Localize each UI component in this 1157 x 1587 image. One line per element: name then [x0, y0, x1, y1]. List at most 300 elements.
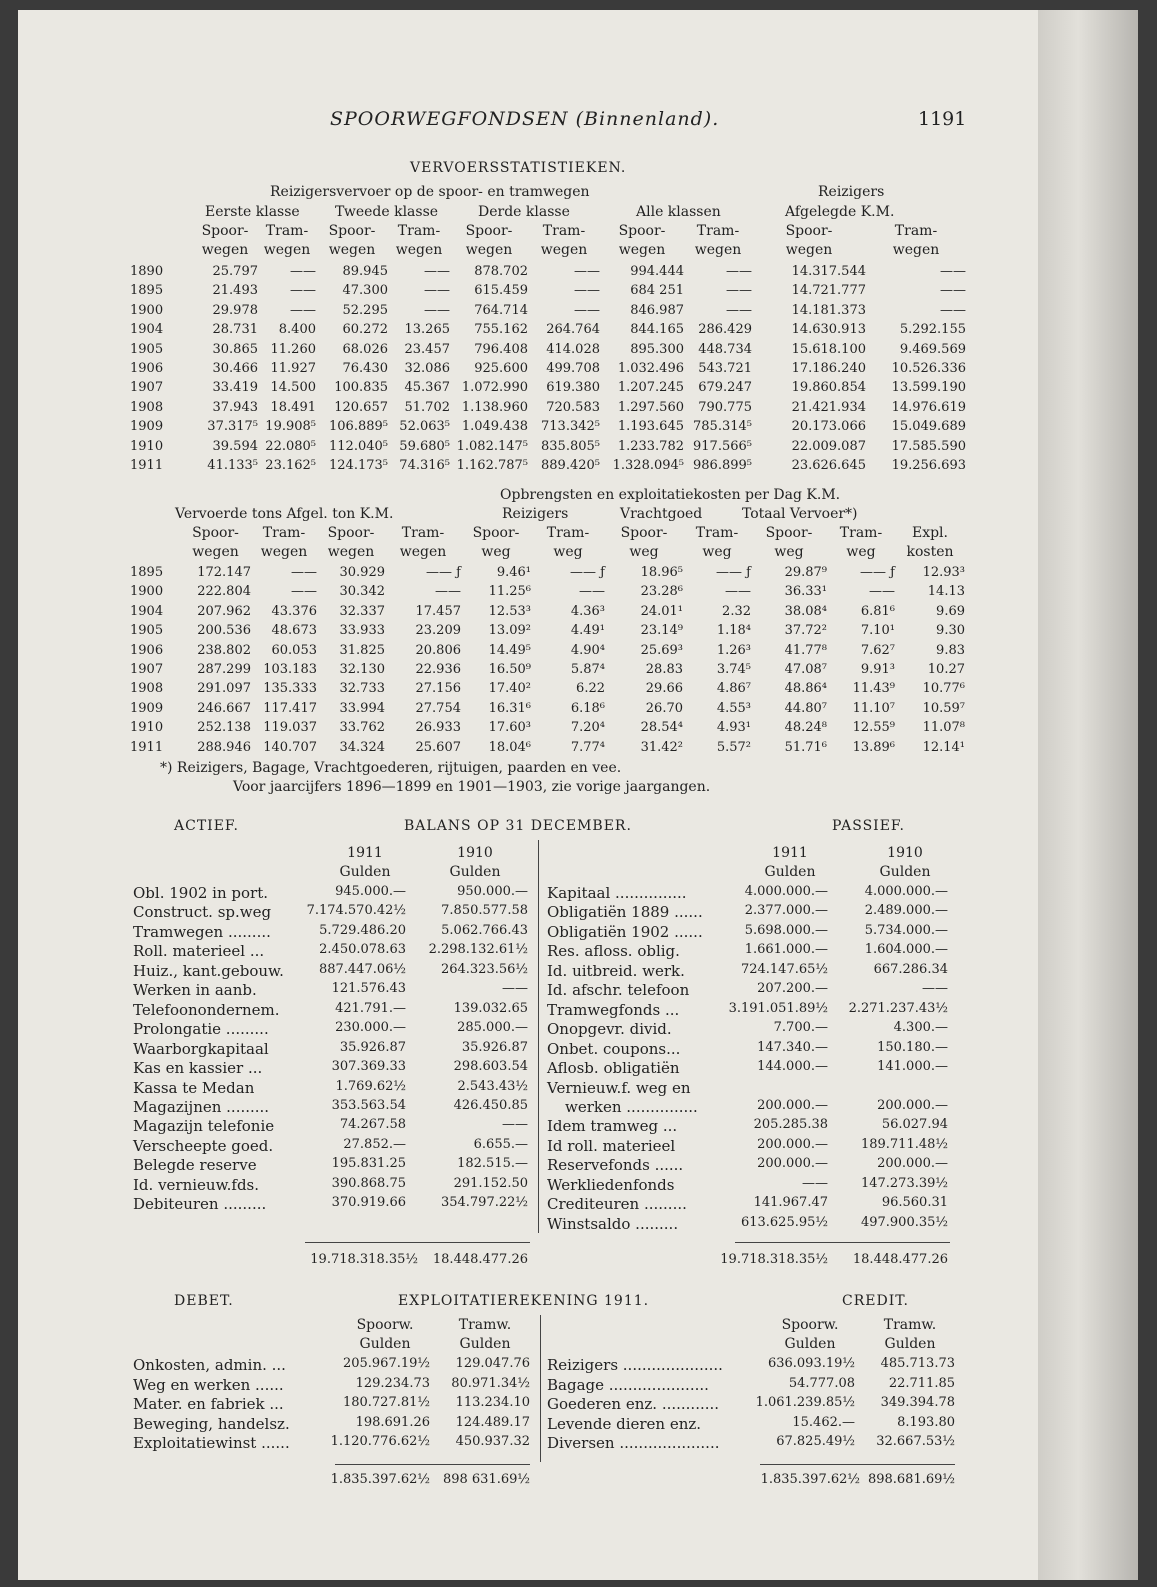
- balance-passief-1911: 7.700.—: [773, 1020, 828, 1036]
- table-cell: 7.20⁴: [570, 720, 605, 736]
- balance-actief-1910: 354.797.22½: [440, 1195, 528, 1211]
- table-cell: ——: [725, 584, 751, 600]
- statistics-column-head: Spoor-: [785, 223, 833, 239]
- exploitation-col-head: Tramw.: [458, 1317, 512, 1333]
- balance-unit-head: Gulden: [879, 864, 931, 880]
- table-cell: 47.08⁷: [784, 662, 827, 678]
- balance-actief-1910: 6.655.—: [473, 1136, 528, 1152]
- table-cell: 41.133⁵: [207, 458, 258, 474]
- table-cell: 74.316⁵: [399, 458, 450, 474]
- table-cell: 286.429: [698, 322, 752, 338]
- balance-passief-1911: 200.000.—: [757, 1156, 828, 1172]
- table-cell: 796.408: [474, 341, 528, 357]
- balance-actief-1910: 7.850.577.58: [441, 903, 528, 919]
- balance-actief-1911: 27.852.—: [343, 1136, 406, 1152]
- revenue-note: Voor jaarcijfers 1896—1899 en 1901—1903, zie vorige jaargangen.: [233, 779, 711, 795]
- table-cell: 29.66: [645, 681, 683, 697]
- balance-passief-1911: 207.200.—: [757, 981, 828, 997]
- table-cell: 684 251: [630, 283, 684, 299]
- balance-passief-1911: 2.377.000.—: [744, 903, 828, 919]
- revenue-sub-vrachtgoed: Vrachtgoed: [620, 506, 703, 522]
- exploitation-credit-title: CREDIT.: [842, 1293, 909, 1309]
- table-cell: 222.804: [197, 584, 251, 600]
- exploitation-credit-label: Levende dieren enz.: [547, 1414, 702, 1433]
- table-cell: 288.946: [197, 739, 251, 755]
- table-cell: ——: [726, 302, 752, 318]
- balance-unit-head: Gulden: [449, 864, 501, 880]
- running-title: SPOORWEGFONDSEN (Binnenland).: [330, 108, 720, 130]
- table-cell: 5.87⁴: [570, 662, 605, 678]
- table-cell: 14.13: [927, 584, 965, 600]
- table-cell: ——: [574, 302, 600, 318]
- table-cell: 10.526.336: [891, 361, 966, 377]
- table-row: [130, 582, 965, 601]
- exploitation-total-rule: [760, 1464, 955, 1465]
- table-cell: 48.24⁸: [784, 720, 827, 736]
- balance-actief-1910: 139.032.65: [453, 1000, 528, 1016]
- balance-passief-1910: 147.273.39½: [860, 1175, 948, 1191]
- table-cell: 11.25⁶: [488, 584, 531, 600]
- table-row: [130, 621, 965, 640]
- statistics-column-head: Spoor-: [201, 223, 249, 239]
- balance-actief-1911: 121.576.43: [331, 981, 406, 997]
- table-cell: 6.81⁶: [860, 603, 895, 619]
- balance-year-head: 1911: [772, 845, 808, 861]
- balance-passief-1910: 150.180.—: [877, 1039, 948, 1055]
- statistics-column-head: wegen: [618, 242, 666, 258]
- balance-actief-1910: 5.062.766.43: [441, 922, 528, 938]
- table-cell: 889.420⁵: [541, 458, 600, 474]
- balance-actief-1911: 1.769.62½: [335, 1078, 406, 1094]
- balance-actief-label: Magazijn telefonie: [133, 1117, 275, 1136]
- table-cell: 37.72²: [784, 623, 827, 639]
- table-cell: ——: [726, 264, 752, 279]
- balance-passief-label: Aflosb. obligatiën: [547, 1059, 680, 1078]
- table-cell: 59.680⁵: [399, 438, 450, 454]
- table-cell: 448.734: [698, 341, 752, 357]
- revenue-column-head: Tram-: [262, 525, 306, 541]
- exploitation-debet-spoorw: 180.727.81½: [342, 1395, 430, 1411]
- balance-actief-1910: ——: [502, 1117, 528, 1133]
- table-cell: 51.71⁶: [784, 739, 827, 755]
- exploitation-col-head: Spoorw.: [356, 1317, 414, 1333]
- table-cell: 291.097: [197, 681, 251, 697]
- balance-actief-label: Roll. materieel ...: [133, 942, 265, 961]
- balance-actief-1910: 264.323.56½: [440, 961, 528, 977]
- table-row: [130, 262, 966, 281]
- table-cell: 1.082.147⁵: [456, 438, 528, 454]
- table-cell: 44.80⁷: [784, 700, 827, 716]
- statistics-column-head: Spoor-: [328, 223, 376, 239]
- balance-passief-1911: 1.661.000.—: [744, 942, 828, 958]
- table-cell: 39.594: [212, 438, 258, 454]
- balance-passief-title: PASSIEF.: [832, 818, 905, 834]
- exploitation-unit-head: Gulden: [784, 1336, 836, 1352]
- statistics-column-head: wegen: [892, 242, 940, 258]
- table-cell: —— ƒ: [426, 565, 461, 580]
- table-cell: 106.889⁵: [329, 419, 388, 435]
- table-cell: 4.49¹: [570, 623, 605, 639]
- table-cell: 32.130: [339, 662, 385, 678]
- table-cell: 33.933: [339, 623, 385, 639]
- table-cell: 25.69³: [640, 642, 683, 658]
- exploitation-debet-tramw: 450.937.32: [455, 1434, 530, 1450]
- balance-passief-label: Crediteuren .........: [547, 1195, 687, 1214]
- balance-actief-1910: ——: [502, 981, 528, 997]
- table-cell: 7.77⁴: [570, 739, 605, 755]
- table-row: [130, 641, 965, 660]
- table-cell: 103.183: [263, 662, 317, 678]
- balance-actief-1910: 426.450.85: [453, 1097, 528, 1113]
- exploitation-debet-tramw: 113.234.10: [455, 1395, 530, 1411]
- table-cell: 172.147: [197, 565, 251, 580]
- balance-actief-label: Huiz., kant.gebouw.: [133, 961, 284, 980]
- table-cell: 11.10⁷: [852, 700, 895, 716]
- balance-total: 18.448.477.26: [432, 1252, 528, 1267]
- table-cell: 45.367: [404, 380, 450, 396]
- table-cell: 1.162.787⁵: [456, 458, 528, 474]
- table-cell: 16.50⁹: [488, 662, 531, 678]
- statistics-subgroup: Afgelegde K.M.: [785, 204, 895, 220]
- table-cell: 1.18⁴: [716, 623, 751, 639]
- table-cell: ——: [290, 283, 316, 299]
- exploitation-credit-tramw: 485.713.73: [880, 1356, 955, 1371]
- balance-actief-1911: 887.447.06½: [318, 961, 406, 977]
- balance-actief-label: Belegde reserve: [133, 1156, 257, 1175]
- balance-actief-1910: 2.543.43½: [457, 1078, 528, 1094]
- balance-passief-label: werken ...............: [565, 1097, 698, 1116]
- table-cell: 119.037: [263, 720, 317, 736]
- table-cell: 1.193.645: [617, 419, 684, 435]
- balance-passief-1911: 144.000.—: [757, 1059, 828, 1075]
- table-cell: 31.42²: [640, 739, 683, 755]
- statistics-column-head: wegen: [263, 242, 311, 258]
- row-year: 1909: [130, 700, 164, 716]
- table-cell: 32.337: [339, 603, 385, 619]
- table-cell: 246.667: [197, 700, 251, 716]
- balance-actief-1910: 291.152.50: [453, 1175, 528, 1191]
- table-cell: 28.54⁴: [640, 720, 683, 736]
- statistics-subgroup: Derde klasse: [478, 204, 570, 220]
- table-cell: 720.583: [546, 399, 600, 415]
- table-cell: 11.07⁸: [922, 720, 965, 736]
- exploitation-debet-tramw: 124.489.17: [455, 1414, 530, 1430]
- table-cell: 846.987: [630, 302, 684, 318]
- table-row: [130, 301, 966, 320]
- revenue-column-head: weg: [702, 544, 732, 560]
- balance-passief-1910: 141.000.—: [877, 1059, 948, 1075]
- table-cell: 9.46¹: [496, 565, 531, 580]
- balance-passief-label: Res. afloss. oblig.: [547, 942, 680, 961]
- table-cell: 9.91³: [860, 662, 895, 678]
- balance-passief-1910: 96.560.31: [881, 1195, 948, 1211]
- table-row: [130, 602, 965, 621]
- exploitation-debet-label: Mater. en fabriek ...: [133, 1395, 284, 1414]
- table-cell: 17.40²: [488, 681, 531, 697]
- revenue-group-right: Opbrengsten en exploitatiekosten per Dag K.M.: [500, 487, 841, 503]
- table-cell: 12.53³: [488, 603, 531, 619]
- table-row: [130, 417, 966, 436]
- revenue-column-head: Spoor-: [327, 525, 375, 541]
- table-cell: 23.14⁹: [640, 623, 683, 639]
- table-cell: 29.87⁹: [784, 565, 827, 580]
- exploitation-total: 898 631.69½: [442, 1472, 530, 1487]
- balance-actief-1911: 35.926.87: [339, 1039, 406, 1055]
- revenue-column-head: Spoor-: [620, 525, 668, 541]
- balance-year-head: 1910: [457, 845, 493, 861]
- balance-passief-1911: 141.967.47: [753, 1195, 828, 1211]
- revenue-column-head: Tram-: [401, 525, 445, 541]
- balance-passief-1911: 200.000.—: [757, 1097, 828, 1113]
- table-row: [130, 398, 966, 417]
- table-cell: 120.657: [334, 399, 388, 415]
- statistics-group-right: Reizigers: [818, 184, 885, 200]
- row-year: 1905: [130, 623, 164, 639]
- table-cell: 878.702: [474, 264, 528, 279]
- statistics-column-head: wegen: [465, 242, 513, 258]
- table-cell: 4.90⁴: [570, 642, 605, 658]
- row-year: 1910: [130, 438, 164, 454]
- exploitation-col-head: Tramw.: [883, 1317, 937, 1333]
- exploitation-debet-tramw: 129.047.76: [455, 1356, 530, 1371]
- table-cell: 14.317.544: [791, 264, 866, 279]
- table-cell: 41.77⁸: [784, 642, 827, 658]
- table-cell: 37.317⁵: [207, 419, 258, 435]
- table-cell: 14.181.373: [791, 302, 866, 318]
- table-cell: 13.89⁶: [852, 739, 895, 755]
- balance-actief-1911: 353.563.54: [331, 1097, 406, 1113]
- table-cell: ——: [574, 283, 600, 299]
- table-cell: 14.721.777: [791, 283, 866, 299]
- table-cell: 100.835: [334, 380, 388, 396]
- table-cell: 5.57²: [716, 739, 751, 755]
- table-cell: 917.566⁵: [693, 438, 752, 454]
- table-cell: 844.165: [630, 322, 684, 338]
- table-row: [130, 738, 965, 757]
- table-cell: 33.419: [212, 380, 258, 396]
- table-cell: 30.466: [212, 361, 258, 377]
- balance-passief-label: Obligatiën 1902 ......: [547, 922, 703, 941]
- table-cell: ——: [574, 264, 600, 279]
- balance-passief-1911: 5.698.000.—: [744, 922, 828, 938]
- balance-passief-label: Werkliedenfonds: [547, 1175, 675, 1194]
- table-row: [130, 456, 966, 475]
- table-cell: 7.62⁷: [860, 642, 895, 658]
- balance-passief-1910: 2.489.000.—: [864, 903, 948, 919]
- balance-actief-1910: 2.298.132.61½: [428, 942, 528, 958]
- balance-actief-label: Id. vernieuw.fds.: [133, 1175, 260, 1194]
- table-cell: 1.072.990: [461, 380, 528, 396]
- table-cell: 13.09²: [488, 623, 531, 639]
- row-year: 1904: [130, 603, 164, 619]
- balance-total-rule: [305, 1242, 530, 1243]
- row-year: 1900: [130, 584, 164, 600]
- balance-actief-1910: 298.603.54: [453, 1059, 528, 1075]
- table-cell: 785.314⁵: [693, 419, 752, 435]
- revenue-column-head: wegen: [327, 544, 375, 560]
- table-cell: 13.599.190: [891, 380, 966, 396]
- table-cell: 2.32: [722, 603, 751, 619]
- table-cell: ——: [940, 264, 966, 279]
- balance-passief-1911: 724.147.65½: [740, 961, 828, 977]
- revenue-column-head: Spoor-: [472, 525, 520, 541]
- table-cell: ——: [291, 565, 317, 580]
- table-cell: 140.707: [263, 739, 317, 755]
- exploitation-total: 898.681.69½: [867, 1472, 955, 1487]
- balance-passief-1911: 147.340.—: [757, 1039, 828, 1055]
- row-year: 1907: [130, 380, 164, 396]
- table-cell: 764.714: [474, 302, 528, 318]
- table-cell: —— ƒ: [570, 565, 605, 580]
- table-cell: 207.962: [197, 603, 251, 619]
- table-row: [130, 378, 966, 397]
- table-cell: —— ƒ: [716, 565, 751, 580]
- table-cell: 5.292.155: [899, 322, 966, 338]
- table-cell: 9.69: [936, 603, 965, 619]
- revenue-table: [130, 563, 965, 757]
- balance-passief-label: Winstsaldo .........: [547, 1214, 679, 1233]
- table-cell: 24.01¹: [640, 603, 683, 619]
- table-cell: 414.028: [546, 341, 600, 357]
- balance-passief-1911: 3.191.051.89½: [728, 1000, 828, 1016]
- table-cell: 11.927: [270, 361, 316, 377]
- exploitation-debet-spoorw: 1.120.776.62½: [330, 1434, 430, 1450]
- statistics-column-head: wegen: [328, 242, 376, 258]
- revenue-column-head: weg: [629, 544, 659, 560]
- table-cell: 48.673: [271, 623, 317, 639]
- table-cell: 287.299: [197, 662, 251, 678]
- exploitation-credit-tramw: 32.667.53½: [876, 1434, 955, 1450]
- balance-actief-1911: 5.729.486.20: [319, 922, 406, 938]
- table-cell: 835.805⁵: [541, 438, 600, 454]
- page-edge: [1038, 10, 1138, 1580]
- table-cell: 20.173.066: [791, 419, 866, 435]
- statistics-column-head: Spoor-: [618, 223, 666, 239]
- table-cell: 252.138: [197, 720, 251, 736]
- table-cell: ——: [424, 302, 450, 318]
- balance-passief-label: Onbet. coupons...: [547, 1039, 681, 1058]
- exploitation-credit-label: Diversen .....................: [547, 1434, 720, 1453]
- balance-actief-label: Obl. 1902 in port.: [133, 884, 268, 902]
- balance-total: 19.718.318.35½: [720, 1252, 828, 1267]
- balance-actief-1911: 945.000.—: [335, 884, 406, 899]
- table-cell: 23.457: [404, 341, 450, 357]
- table-cell: 43.376: [271, 603, 317, 619]
- table-row: [130, 679, 965, 698]
- revenue-column-head: Tram-: [839, 525, 883, 541]
- table-cell: 1.297.560: [617, 399, 684, 415]
- page-number: 1191: [918, 108, 967, 130]
- balance-total: 18.448.477.26: [852, 1252, 948, 1267]
- table-cell: ——: [579, 584, 605, 600]
- balance-passief-label: Id roll. materieel: [547, 1136, 676, 1155]
- table-cell: 34.324: [339, 739, 385, 755]
- table-cell: 30.929: [339, 565, 385, 580]
- exploitation-col-head: Spoorw.: [781, 1317, 839, 1333]
- row-year: 1905: [130, 341, 164, 357]
- exploitation-total: 1.835.397.62½: [330, 1472, 430, 1487]
- table-row: [130, 320, 966, 339]
- balance-passief-label: Tramwegfonds ...: [547, 1000, 680, 1019]
- table-cell: 18.491: [270, 399, 316, 415]
- table-row: [130, 699, 965, 718]
- table-cell: 200.536: [197, 623, 251, 639]
- table-cell: 4.93¹: [716, 720, 751, 736]
- row-year: 1895: [130, 283, 164, 299]
- exploitation-debet-spoorw: 198.691.26: [355, 1414, 430, 1430]
- balance-passief-label: Obligatiën 1889 ......: [547, 903, 703, 922]
- balance-actief-label: Verscheepte goed.: [133, 1136, 274, 1155]
- table-cell: 14.49⁵: [488, 642, 531, 658]
- revenue-column-head: Expl.: [911, 525, 948, 541]
- balance-passief-1910: 497.900.35½: [860, 1214, 948, 1230]
- balance-actief-1911: 2.450.078.63: [319, 942, 406, 958]
- balance-actief-1911: 195.831.25: [331, 1156, 406, 1172]
- statistics-column-head: wegen: [201, 242, 249, 258]
- exploitation-debet-label: Onkosten, admin. ...: [133, 1356, 286, 1374]
- table-cell: 11.43⁹: [852, 681, 895, 697]
- table-cell: 36.33¹: [784, 584, 827, 600]
- statistics-column-head: wegen: [395, 242, 443, 258]
- table-cell: 89.945: [342, 264, 388, 279]
- balance-passief-label: Id. uitbreid. werk.: [547, 961, 685, 980]
- balance-actief-1911: 230.000.—: [335, 1020, 406, 1036]
- table-cell: 1.26³: [716, 642, 751, 658]
- balance-total-rule: [735, 1242, 950, 1243]
- table-cell: 15.618.100: [791, 341, 866, 357]
- table-cell: 112.040⁵: [329, 438, 388, 454]
- revenue-column-head: wegen: [192, 544, 239, 560]
- revenue-group-left: Vervoerde tons Afgel. ton K.M.: [175, 506, 394, 522]
- balance-passief-1910: 667.286.34: [873, 961, 948, 977]
- table-cell: 1.138.960: [461, 399, 528, 415]
- row-year: 1900: [130, 302, 164, 318]
- table-cell: 713.342⁵: [541, 419, 600, 435]
- table-cell: 28.83: [645, 662, 683, 678]
- statistics-subgroup: Tweede klasse: [335, 204, 439, 220]
- row-year: 1908: [130, 681, 164, 697]
- balance-actief-1911: 74.267.58: [339, 1117, 406, 1133]
- table-cell: 4.36³: [570, 603, 605, 619]
- table-cell: 28.731: [212, 322, 258, 338]
- table-cell: 14.976.619: [891, 399, 966, 415]
- row-year: 1910: [130, 720, 164, 736]
- balance-passief-1910: 5.734.000.—: [864, 922, 948, 938]
- table-cell: 238.802: [197, 642, 251, 658]
- table-cell: ——: [435, 584, 461, 600]
- exploitation-divider: [540, 1315, 541, 1462]
- exploitation-credit-tramw: 22.711.85: [888, 1375, 955, 1391]
- row-year: 1911: [130, 458, 164, 474]
- table-cell: 6.18⁶: [570, 700, 605, 716]
- table-cell: 23.28⁶: [640, 584, 683, 600]
- revenue-footnote: *) Reizigers, Bagage, Vrachtgoederen, rijtuigen, paarden en vee.: [160, 760, 622, 776]
- exploitation-credit-spoorw: 67.825.49½: [776, 1434, 855, 1450]
- table-cell: 30.342: [339, 584, 385, 600]
- table-cell: 19.908⁵: [265, 419, 316, 435]
- row-year: 1908: [130, 399, 164, 415]
- balance-title: BALANS OP 31 DECEMBER.: [404, 818, 632, 834]
- table-cell: 27.754: [415, 700, 461, 716]
- table-cell: 26.70: [645, 700, 683, 716]
- table-cell: ——: [726, 283, 752, 299]
- row-year: 1906: [130, 642, 164, 658]
- statistics-column-head: wegen: [694, 242, 742, 258]
- table-cell: 10.77⁶: [922, 681, 965, 697]
- row-year: 1890: [130, 264, 164, 279]
- table-cell: 29.978: [212, 302, 258, 318]
- statistics-column-head: Spoor-: [465, 223, 513, 239]
